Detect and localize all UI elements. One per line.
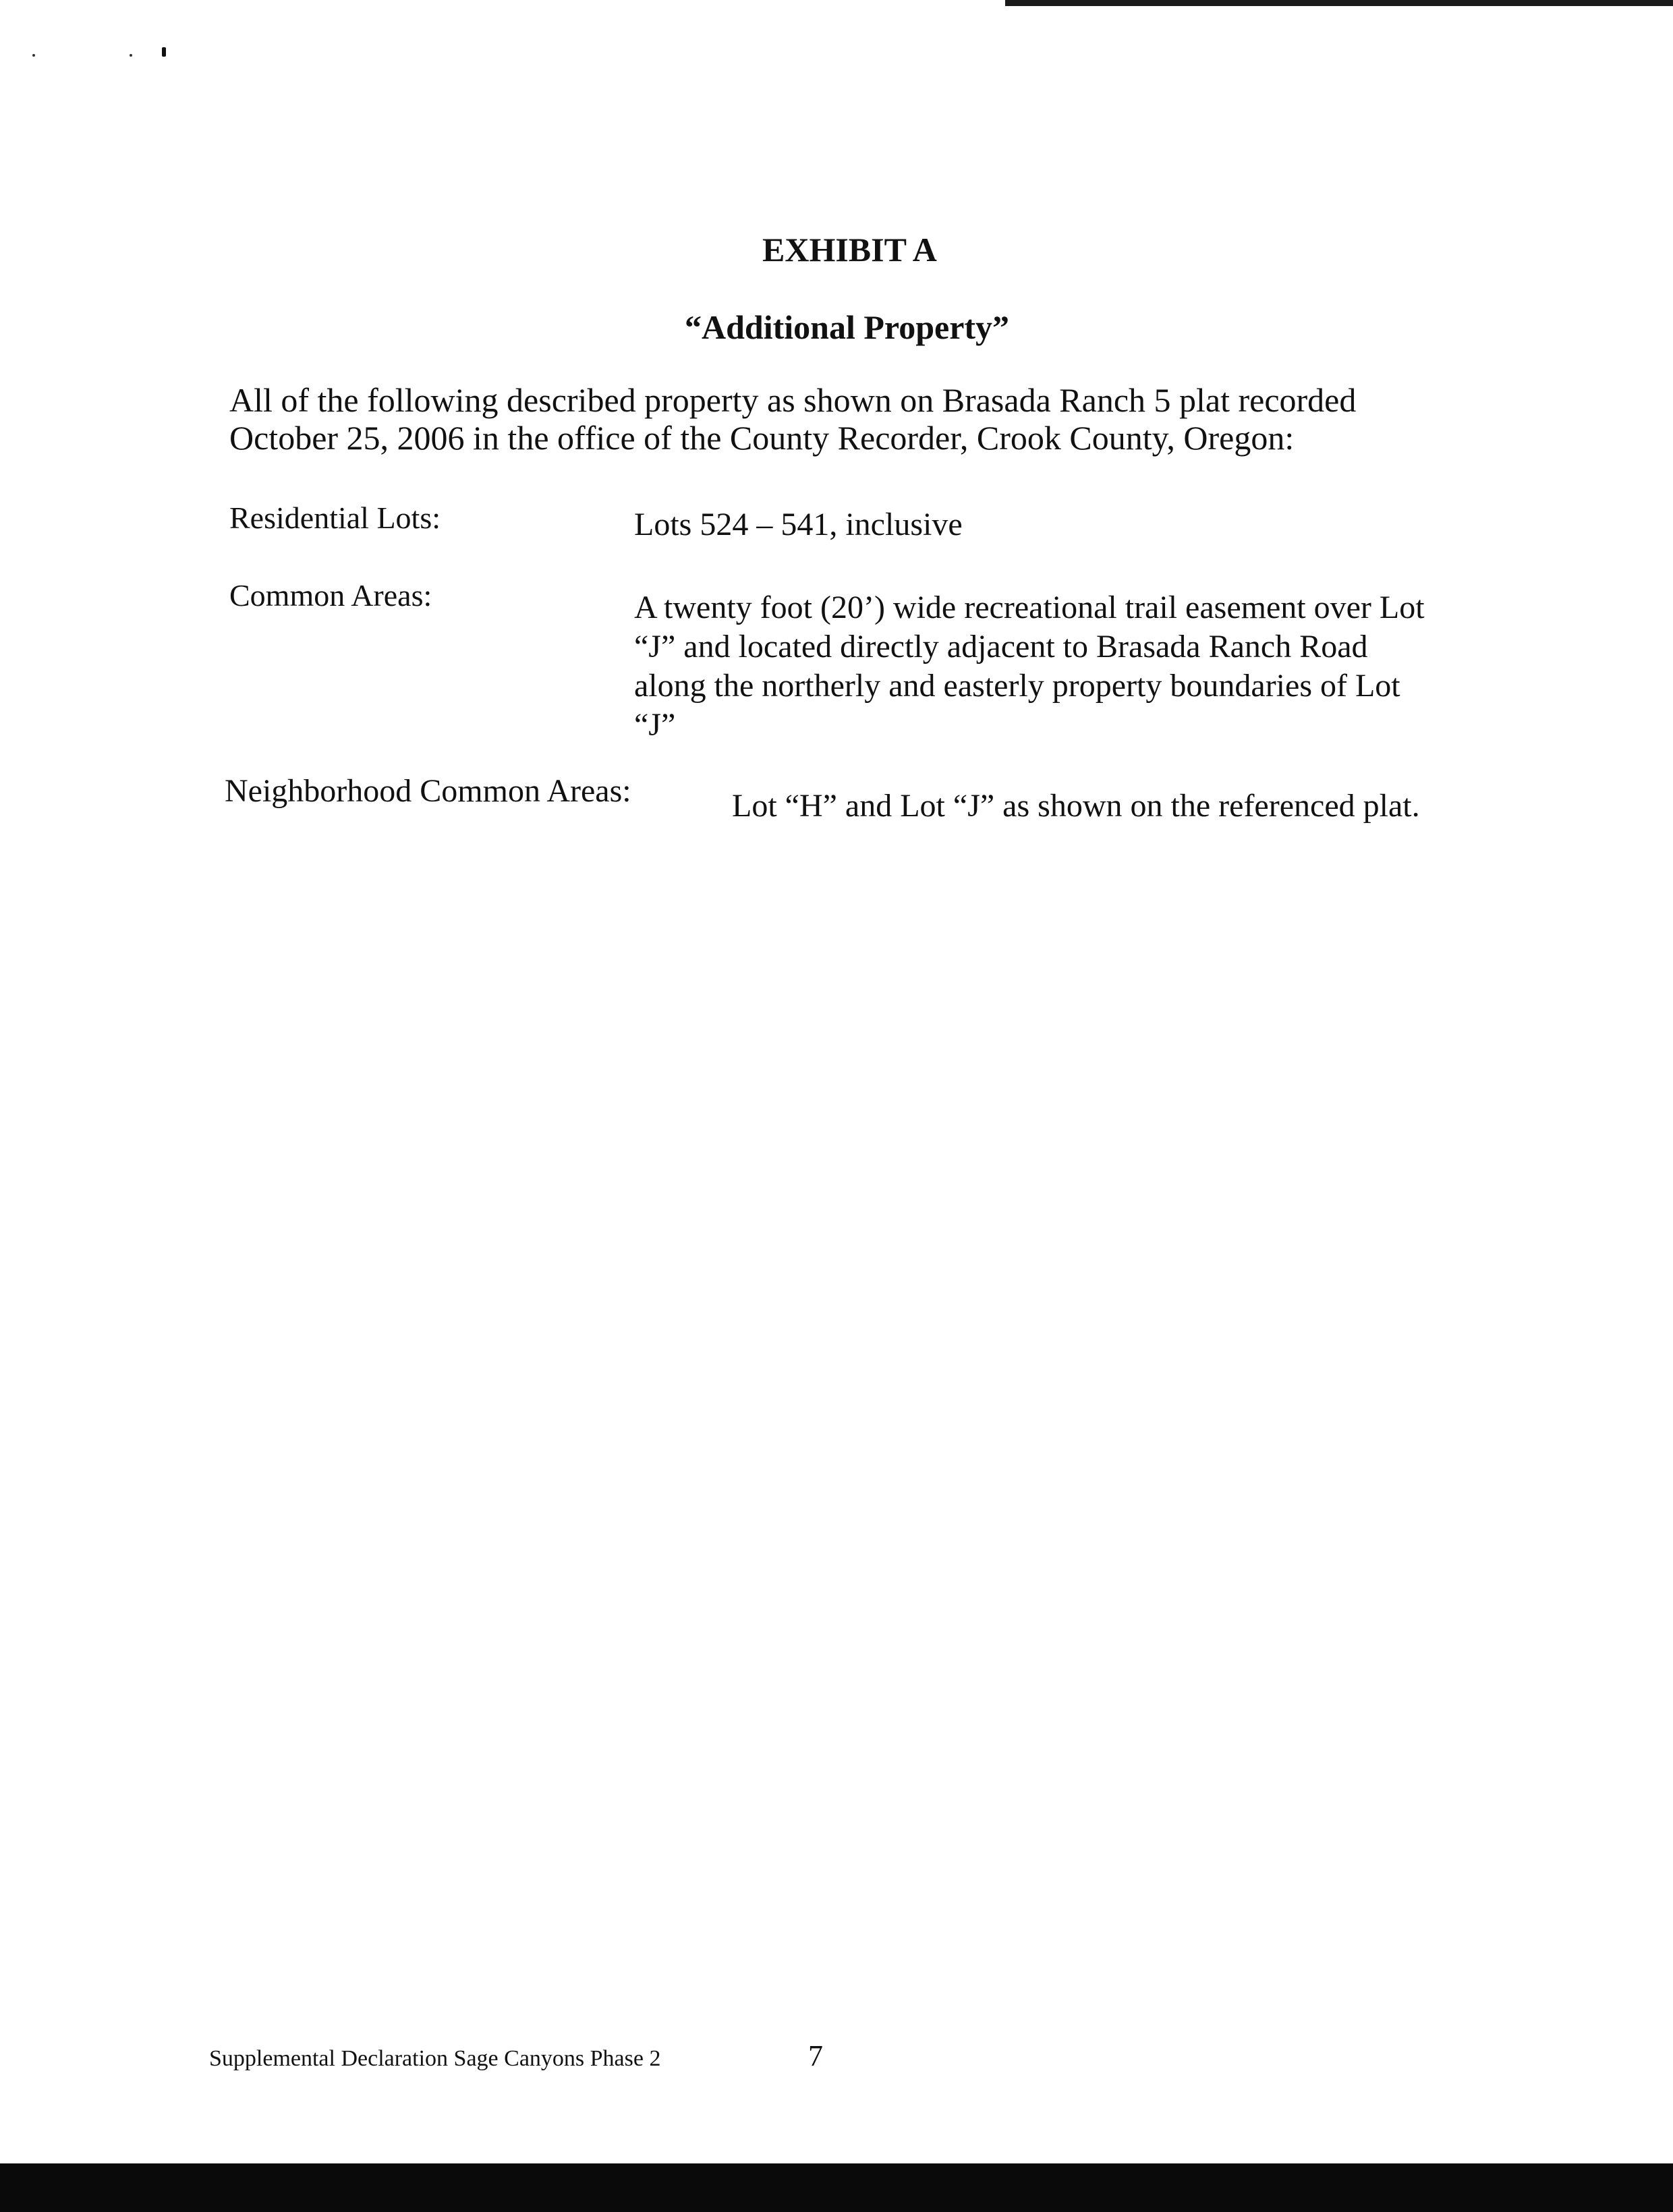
exhibit-title: EXHIBIT A — [762, 231, 937, 268]
scan-edge-bottom — [0, 2163, 1673, 2212]
common-areas-value — [634, 588, 1425, 745]
neighborhood-common-areas-label: Neighborhood Common Areas: — [225, 773, 631, 809]
scan-speck — [130, 54, 132, 57]
value-line: “J” and located directly adjacent to Brasada Ranch Road — [634, 629, 1368, 664]
value-line: Lot “H” and Lot “J” as shown on the referenced plat. — [732, 788, 1420, 824]
value-line: A twenty foot (20’) wide recreational trail easement over Lot — [634, 590, 1425, 625]
value-line: “J” — [634, 707, 676, 743]
exhibit-subtitle: “Additional Property” — [685, 308, 1010, 346]
page-number: 7 — [808, 2039, 823, 2072]
residential-lots-label: Residential Lots: — [229, 501, 441, 535]
intro-line: All of the following described property as shown on Brasada Ranch 5 plat recorded — [229, 381, 1357, 419]
intro-line: October 25, 2006 in the office of the County Recorder, Crook County, Oregon: — [229, 419, 1295, 457]
footer-document-name: Supplemental Declaration Sage Canyons Phase 2 — [209, 2046, 661, 2071]
scan-speck — [162, 47, 166, 57]
neighborhood-common-areas-value — [732, 786, 1420, 826]
residential-lots-value — [634, 505, 963, 545]
value-line: along the northerly and easterly property boundaries of Lot — [634, 668, 1400, 704]
scan-speck — [32, 54, 35, 57]
scan-edge-top — [1005, 0, 1673, 6]
common-areas-label: Common Areas: — [229, 578, 432, 613]
intro-paragraph — [229, 381, 1376, 457]
value-line: Lots 524 – 541, inclusive — [634, 507, 963, 542]
